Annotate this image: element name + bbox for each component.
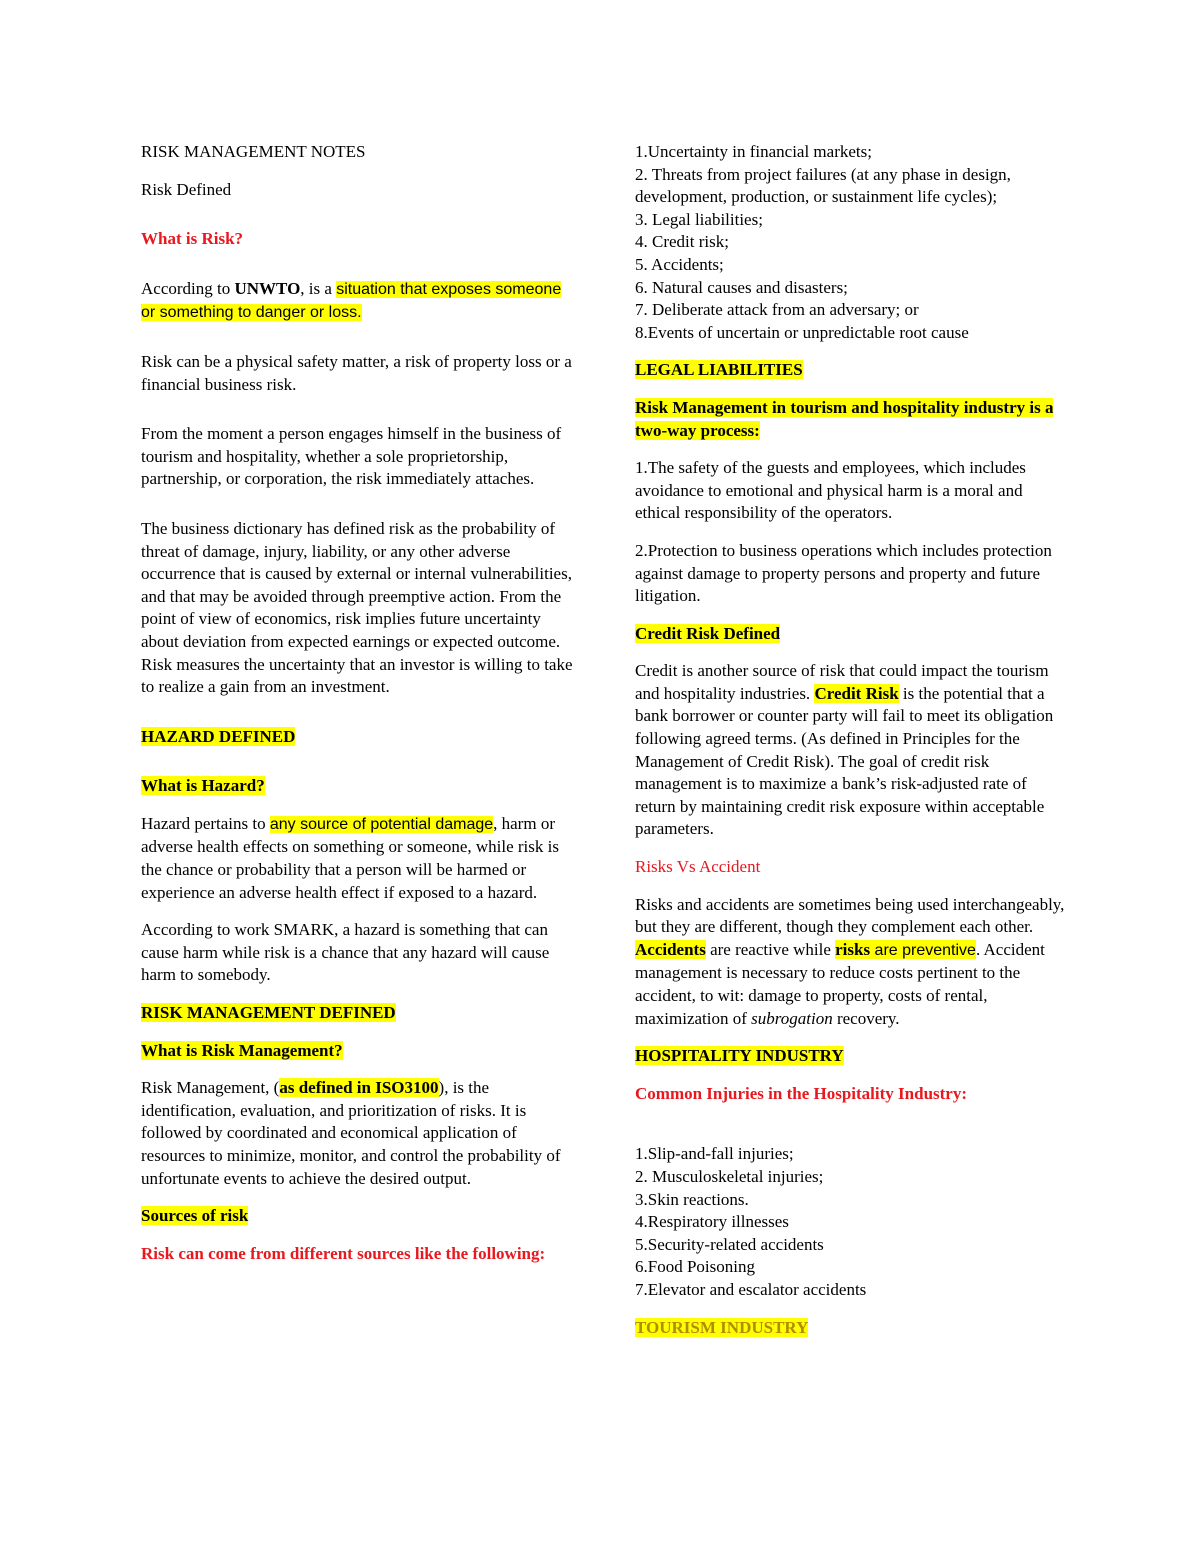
risk-management-paragraph: Risk Management, (as defined in ISO3100), is the identification, evaluation, and prioritization of risks. It is followed by coordinated and economical application of resources to minimize, monitor, and control the probability of unfortunate events to achieve the desired output. — [141, 1078, 561, 1188]
list-item: 5. Accidents; — [635, 254, 724, 274]
hazard-highlight: any source of potential damage — [269, 815, 494, 833]
credit-risk-paragraph: Credit is another source of risk that could impact the tourism and hospitality industries. Credit Risk is the potential that a bank borrower or counter party will fail to meet its obligation following agreed terms. (As defined in Principles for the Management of Credit Risk). The goal of credit risk management is to maximize a bank’s risk-adjusted rate of return by maintaining credit risk exposure within acceptable parameters. — [635, 661, 1054, 839]
list-item: 2. Musculoskeletal injuries; — [635, 1166, 824, 1186]
credit-risk-defined-heading: Credit Risk Defined — [635, 623, 781, 643]
credit-risk-highlight: Credit Risk — [814, 683, 899, 703]
what-is-hazard-heading: What is Hazard? — [141, 776, 265, 796]
document-title: RISK MANAGEMENT NOTES — [141, 142, 366, 161]
risk-defined-heading: Risk Defined — [141, 179, 232, 199]
smark-paragraph: According to work SMARK, a hazard is something that can cause harm while risk is a chance that any hazard will cause harm to somebody. — [141, 920, 550, 985]
list-item: 3. Legal liabilities; — [635, 209, 763, 229]
hospitality-industry-heading: HOSPITALITY INDUSTRY — [635, 1046, 844, 1066]
list-item: 1.Uncertainty in financial markets; — [635, 142, 872, 161]
unwto-name: UNWTO — [234, 278, 301, 298]
list-item: 3.Skin reactions. — [635, 1189, 749, 1209]
list-item: 6.Food Poisoning — [635, 1257, 755, 1277]
risks-vs-accident-heading: Risks Vs Accident — [635, 857, 761, 877]
list-item: 7.Elevator and escalator accidents — [635, 1279, 867, 1299]
sources-list — [635, 141, 1067, 344]
right-column — [635, 141, 1067, 1339]
tourism-industry-heading: TOURISM INDUSTRY — [635, 1317, 809, 1337]
legal-liabilities-heading: LEGAL LIABILITIES — [635, 360, 803, 380]
list-item: 1.Slip-and-fall injuries; — [635, 1144, 794, 1164]
risk-management-defined-heading: RISK MANAGEMENT DEFINED — [141, 1003, 396, 1023]
process-2-paragraph: 2.Protection to business operations which includes protection against damage to property persons and property and future litigation. — [635, 540, 1052, 606]
what-is-risk-management-heading: What is Risk Management? — [141, 1040, 343, 1060]
list-item: 2. Threats from project failures (at any phase in design, development, production, or sustainment life cycles); — [635, 164, 1011, 207]
risks-vs-accident-paragraph: Risks and accidents are sometimes being used interchangeably, but they are different, though they complement each other. Accidents are reactive while risks are preventive. Accident management is necessary to reduce costs pertinent to the accident, to wit: damage to property, costs of rental, maximization of subrogation recovery. — [635, 894, 1065, 1028]
unwto-paragraph: According to UNWTO, is a situation that exposes someone or something to danger or loss. — [141, 278, 562, 322]
process-1-paragraph: 1.The safety of the guests and employees, which includes avoidance to emotional and physical harm is a moral and ethical responsibility of the operators. — [635, 458, 1026, 523]
from-moment-paragraph: From the moment a person engages himself in the business of tourism and hospitality, whether a sole proprietorship, partnership, or corporation, the risk immediately attaches. — [141, 424, 562, 489]
injuries-list — [635, 1143, 1067, 1301]
list-item: 8.Events of uncertain or unpredictable root cause — [635, 322, 969, 342]
list-item: 6. Natural causes and disasters; — [635, 277, 848, 297]
hazard-defined-heading: HAZARD DEFINED — [141, 726, 296, 746]
left-column — [141, 141, 573, 1265]
sources-intro: Risk can come from different sources like the following: — [141, 1243, 546, 1263]
sources-of-risk-heading: Sources of risk — [141, 1206, 249, 1226]
risks-preventive-highlight: risks are preventive — [835, 939, 976, 959]
list-item: 5.Security-related accidents — [635, 1234, 824, 1254]
two-way-heading: Risk Management in tourism and hospitality industry is a two-way process: — [635, 397, 1054, 440]
business-dictionary-paragraph: The business dictionary has defined risk as the probability of threat of damage, injury, liability, or any other adverse occurrence that is caused by external or internal vulnerabilities, and that may be avoided through preemptive action. From the point of view of economics, risk implies future uncertainty about deviation from expected earnings or expected outcome. Risk measures the uncertainty that an investor is willing to take to realize a gain from an investment. — [141, 518, 573, 697]
list-item: 7. Deliberate attack from an adversary; or — [635, 300, 919, 320]
hazard-paragraph: Hazard pertains to any source of potential damage, harm or adverse health effects on something or someone, while risk is the chance or probability that a person will be harmed or experience an adverse health effect if exposed to a hazard. — [141, 813, 559, 902]
common-injuries-heading: Common Injuries in the Hospitality Industry: — [635, 1083, 968, 1103]
accidents-highlight: Accidents — [635, 939, 706, 959]
iso-highlight: as defined in ISO3100 — [279, 1078, 439, 1098]
what-is-risk-heading: What is Risk? — [141, 229, 244, 249]
subrogation-term: subrogation — [751, 1008, 833, 1028]
list-item: 4. Credit risk; — [635, 232, 729, 252]
unwto-highlight: situation that exposes someone or something to danger or loss. — [141, 280, 562, 322]
risk-physical-paragraph: Risk can be a physical safety matter, a risk of property loss or a financial business risk. — [141, 351, 572, 394]
list-item: 4.Respiratory illnesses — [635, 1212, 789, 1232]
